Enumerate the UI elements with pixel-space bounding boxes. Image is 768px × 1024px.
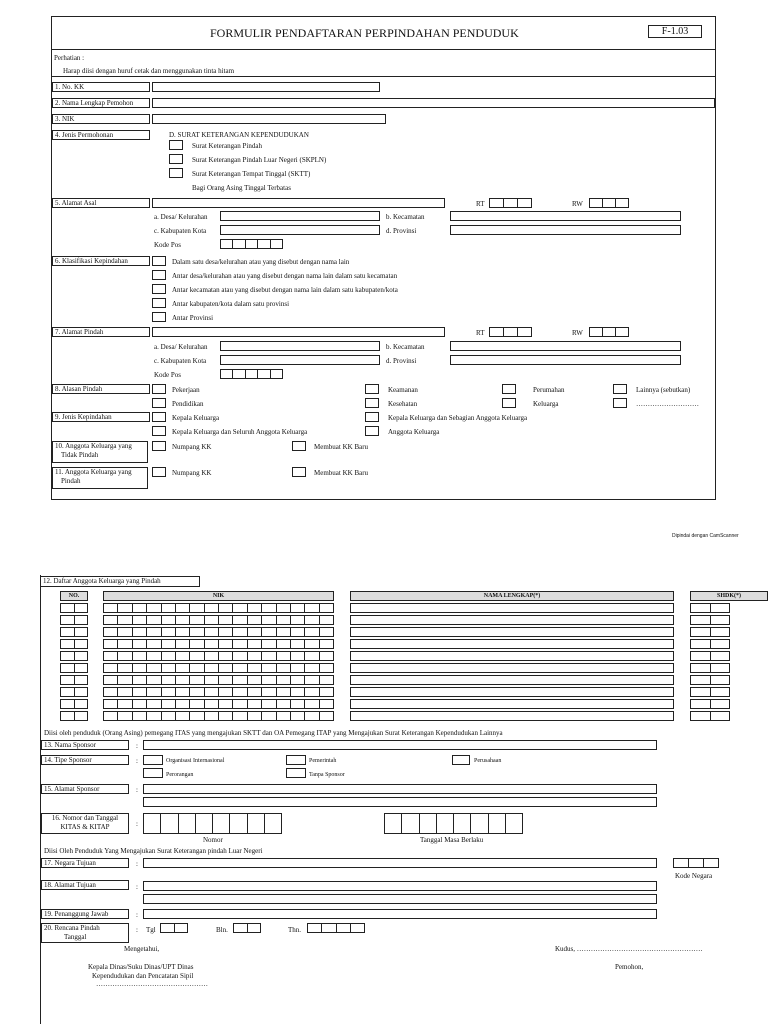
kecamatan-field[interactable] <box>450 341 681 351</box>
row-nama-field[interactable] <box>350 615 674 625</box>
kecamatan-label: b. Kecamatan <box>386 213 425 221</box>
kode-pos-label: Kode Pos <box>154 241 182 249</box>
kabupaten-field[interactable] <box>220 225 380 235</box>
colon: : <box>136 860 138 868</box>
kepindahan-option: Kepala Keluarga dan Seluruh Anggota Keluarga <box>172 428 308 436</box>
sponsor-checkbox[interactable] <box>143 768 163 778</box>
kode-pos-label: Kode Pos <box>154 371 182 379</box>
signature-dots: ………………………………………… <box>96 980 208 988</box>
instruction-text: Harap diisi dengan huruf cetak dan menggunakan tinta hitam <box>63 67 235 75</box>
colon: : <box>136 757 138 765</box>
kudus-date: Kudus, ……………………………………………… <box>555 945 703 953</box>
desa-label: a. Desa/ Kelurahan <box>154 343 208 351</box>
colon: : <box>136 926 138 934</box>
sponsor-checkbox[interactable] <box>286 768 306 778</box>
rt-cells[interactable] <box>489 327 532 337</box>
alamat-asal-label: 5. Alamat Asal <box>52 198 150 208</box>
alasan-checkbox[interactable] <box>152 384 166 394</box>
row-nama-field[interactable] <box>350 651 674 661</box>
tgl-cells[interactable] <box>160 923 188 933</box>
nama-sponsor-label: 13. Nama Sponsor <box>41 740 129 750</box>
row-nik-cells[interactable] <box>103 699 334 709</box>
alasan-option: Pendidikan <box>172 400 204 408</box>
tidak-pindah-label-line1: 10. Anggota Keluarga yang <box>55 442 132 450</box>
alasan-checkbox[interactable] <box>502 384 516 394</box>
kepindahan-checkbox[interactable] <box>365 426 379 436</box>
daftar-label: 12. Daftar Anggota Keluarga yang Pindah <box>40 576 200 587</box>
rw-label: RW <box>572 329 583 337</box>
rencana-label-line2: Tanggal <box>64 933 87 941</box>
kode-negara-label: Kode Negara <box>675 872 713 880</box>
kepala-line2: Kependudukan dan Pencatatan Sipil <box>92 972 194 980</box>
bln-label: Bln. <box>216 926 228 934</box>
desa-field[interactable] <box>220 211 380 221</box>
alasan-option: Keluarga <box>533 400 559 408</box>
bln-cells[interactable] <box>233 923 261 933</box>
form-code: F-1.03 <box>648 25 702 38</box>
thn-cells[interactable] <box>307 923 365 933</box>
alamat-pindah-field[interactable] <box>152 327 445 337</box>
nama-pemohon-label: 2. Nama Lengkap Pemohon <box>52 98 150 108</box>
kabupaten-field[interactable] <box>220 355 380 365</box>
kepala-line1: Kepala Dinas/Suku Dinas/UPT Dinas <box>88 963 194 971</box>
numpang-kk-label: Numpang KK <box>172 443 212 451</box>
perhatian-label: Perhatian : <box>54 54 85 62</box>
skk-option-checkbox[interactable] <box>169 140 183 150</box>
alamat-sponsor-field-2[interactable] <box>143 797 657 807</box>
row-nama-field[interactable] <box>350 663 674 673</box>
negara-tujuan-field[interactable] <box>143 858 657 868</box>
sponsor-checkbox[interactable] <box>286 755 306 765</box>
col-shdk-header: SHDK(*) <box>690 591 768 601</box>
ln-note: Diisi Oleh Penduduk Yang Mengajukan Surat Keterangan pindah Luar Negeri <box>44 847 263 855</box>
yang-pindah-baru-checkbox[interactable] <box>292 467 306 477</box>
row-nik-cells[interactable] <box>103 687 334 697</box>
alamat-tujuan-label: 18. Alamat Tujuan <box>41 880 129 890</box>
rt-cells[interactable] <box>489 198 532 208</box>
rw-cells[interactable] <box>589 327 629 337</box>
nik-label: 3. NIK <box>52 114 150 124</box>
klasifikasi-option: Antar Provinsi <box>172 314 214 322</box>
alamat-sponsor-label: 15. Alamat Sponsor <box>41 784 129 794</box>
kabupaten-label: c. Kabupaten Kota <box>154 357 207 365</box>
row-nama-field[interactable] <box>350 639 674 649</box>
sponsor-option: Tanpa Sponsor <box>309 772 345 778</box>
row-no-cells[interactable] <box>60 675 88 685</box>
kabupaten-label: c. Kabupaten Kota <box>154 227 207 235</box>
instruction-divider <box>51 76 716 77</box>
tidak-pindah-numpang-checkbox[interactable] <box>152 441 166 451</box>
alasan-checkbox[interactable] <box>502 398 516 408</box>
kode-pos-cells[interactable] <box>220 369 283 379</box>
tgl-berlaku-label: Tanggal Masa Berlaku <box>420 836 484 844</box>
skk-note: Bagi Orang Asing Tinggal Terbatas <box>192 184 291 192</box>
row-nik-cells[interactable] <box>103 603 334 613</box>
tgl-label: Tgl <box>146 926 156 934</box>
alamat-tujuan-field-2[interactable] <box>143 894 657 904</box>
alasan-pindah-label: 8. Alasan Pindah <box>52 384 150 394</box>
page1-form <box>51 16 716 500</box>
alamat-sponsor-field[interactable] <box>143 784 657 794</box>
row-shdk-cells[interactable] <box>690 603 730 613</box>
sponsor-option: Perorangan <box>166 772 194 778</box>
row-shdk-cells[interactable] <box>690 615 730 625</box>
mengetahui-label: Mengetahui, <box>124 945 160 953</box>
row-no-cells[interactable] <box>60 699 88 709</box>
membuat-kk-label: Membuat KK Baru <box>314 443 369 451</box>
klasifikasi-checkbox[interactable] <box>152 298 166 308</box>
kode-negara-cells[interactable] <box>673 858 719 868</box>
yang-pindah-label <box>52 467 148 489</box>
skk-option-label: Surat Keterangan Pindah <box>192 142 262 150</box>
alamat-tujuan-field[interactable] <box>143 881 657 891</box>
sponsor-checkbox[interactable] <box>143 755 163 765</box>
row-no-cells[interactable] <box>60 603 88 613</box>
row-shdk-cells[interactable] <box>690 711 730 721</box>
yang-pindah-numpang-checkbox[interactable] <box>152 467 166 477</box>
nama-sponsor-field[interactable] <box>143 740 657 750</box>
nomor-label: Nomor <box>203 836 223 844</box>
sponsor-option: Pemerintah <box>309 758 337 764</box>
sponsor-option: Perusahaan <box>474 758 502 764</box>
kepindahan-option: Kepala Keluarga <box>172 414 220 422</box>
rt-label: RT <box>476 329 485 337</box>
kepindahan-checkbox[interactable] <box>365 412 379 422</box>
row-nama-field[interactable] <box>350 603 674 613</box>
alasan-option: Pekerjaan <box>172 386 200 394</box>
tidak-pindah-label <box>52 441 148 463</box>
alasan-option: Lainnya (sebutkan) <box>636 386 691 394</box>
provinsi-field[interactable] <box>450 355 681 365</box>
alasan-checkbox[interactable] <box>365 398 379 408</box>
no-kk-field[interactable] <box>152 82 380 92</box>
jenis-permohonan-label: 4. Jenis Permohonan <box>52 130 150 140</box>
scanner-note: Dipindai dengan CamScanner <box>672 533 739 539</box>
row-shdk-cells[interactable] <box>690 651 730 661</box>
alasan-checkbox[interactable] <box>152 398 166 408</box>
sponsor-checkbox[interactable] <box>452 755 470 765</box>
row-nama-field[interactable] <box>350 711 674 721</box>
klasifikasi-option: Antar kabupaten/kota dalam satu provinsi <box>172 300 290 308</box>
kitas-label-line1: 16. Nomor dan Tanggal <box>51 814 119 822</box>
nik-field[interactable] <box>152 114 386 124</box>
klasifikasi-checkbox[interactable] <box>152 270 166 280</box>
kecamatan-label: b. Kecamatan <box>386 343 425 351</box>
rt-label: RT <box>476 200 485 208</box>
kode-pos-cells[interactable] <box>220 239 283 249</box>
alasan-checkbox[interactable] <box>365 384 379 394</box>
yang-pindah-label-line2: Pindah <box>61 477 81 485</box>
skk-option-checkbox[interactable] <box>169 168 183 178</box>
colon: : <box>136 786 138 794</box>
klasifikasi-option: Dalam satu desa/kelurahan atau yang disebut dengan nama lain <box>172 258 350 266</box>
desa-label: a. Desa/ Kelurahan <box>154 213 208 221</box>
negara-tujuan-label: 17. Negara Tujuan <box>41 858 129 868</box>
row-shdk-cells[interactable] <box>690 675 730 685</box>
form-title: FORMULIR PENDAFTARAN PERPINDAHAN PENDUDUK <box>210 26 519 40</box>
alasan-option: Kesehatan <box>388 400 418 408</box>
kitas-label <box>41 813 129 834</box>
numpang-kk-label: Numpang KK <box>172 469 212 477</box>
sponsor-option: Organisasi Internasional <box>166 758 225 764</box>
row-nama-field[interactable] <box>350 699 674 709</box>
row-nik-cells[interactable] <box>103 615 334 625</box>
kitas-label-line2: KITAS & KITAP <box>60 823 110 831</box>
row-no-cells[interactable] <box>60 615 88 625</box>
row-nama-field[interactable] <box>350 675 674 685</box>
row-no-cells[interactable] <box>60 639 88 649</box>
colon: : <box>136 742 138 750</box>
alasan-option: Keamanan <box>388 386 418 394</box>
jenis-kepindahan-label: 9. Jenis Kepindahan <box>52 412 150 422</box>
itas-note: Diisi oleh penduduk (Orang Asing) pemegang ITAS yang mengajukan SKTT dan OA Pemegang ITAP yang Mengajukan Surat Keterangan Kependudukan Lainnya <box>44 729 503 737</box>
row-nik-cells[interactable] <box>103 639 334 649</box>
klasifikasi-checkbox[interactable] <box>152 312 166 322</box>
row-no-cells[interactable] <box>60 687 88 697</box>
row-no-cells[interactable] <box>60 627 88 637</box>
row-no-cells[interactable] <box>60 651 88 661</box>
desa-field[interactable] <box>220 341 380 351</box>
klasifikasi-checkbox[interactable] <box>152 256 166 266</box>
tipe-sponsor-label: 14. Tipe Sponsor <box>41 755 129 765</box>
klasifikasi-checkbox[interactable] <box>152 284 166 294</box>
title-divider <box>51 49 716 50</box>
row-nik-cells[interactable] <box>103 663 334 673</box>
penanggung-field[interactable] <box>143 909 657 919</box>
kepindahan-checkbox[interactable] <box>152 412 166 422</box>
membuat-kk-label: Membuat KK Baru <box>314 469 369 477</box>
colon: : <box>136 820 138 828</box>
skk-option-label: Surat Keterangan Pindah Luar Negeri (SKPLN) <box>192 156 327 164</box>
nama-pemohon-field[interactable] <box>152 98 715 108</box>
col-nik-header: NIK <box>103 591 334 601</box>
rencana-label-line1: 20. Rencana Pindah <box>44 924 100 932</box>
kitas-tanggal-cells[interactable] <box>384 813 523 834</box>
alasan-option: Perumahan <box>533 386 565 394</box>
alasan-checkbox[interactable] <box>613 398 627 408</box>
penanggung-label: 19. Penanggung Jawab <box>41 909 129 919</box>
kecamatan-field[interactable] <box>450 211 681 221</box>
row-nik-cells[interactable] <box>103 711 334 721</box>
kitas-nomor-cells[interactable] <box>143 813 282 834</box>
tidak-pindah-label-line2: Tidak Pindah <box>61 451 99 459</box>
colon: : <box>136 883 138 891</box>
kepindahan-checkbox[interactable] <box>152 426 166 436</box>
row-no-cells[interactable] <box>60 711 88 721</box>
row-no-cells[interactable] <box>60 663 88 673</box>
tidak-pindah-baru-checkbox[interactable] <box>292 441 306 451</box>
row-nik-cells[interactable] <box>103 675 334 685</box>
alasan-dots: ……………………… <box>636 400 699 408</box>
thn-label: Thn. <box>288 926 302 934</box>
klasifikasi-label: 6. Klasifikasi Kepindahan <box>52 256 150 266</box>
row-shdk-cells[interactable] <box>690 639 730 649</box>
provinsi-label: d. Provinsi <box>386 357 417 365</box>
alasan-checkbox[interactable] <box>613 384 627 394</box>
skk-title: D. SURAT KETERANGAN KEPENDUDUKAN <box>169 131 309 139</box>
yang-pindah-label-line1: 11. Anggota Keluarga yang <box>55 468 132 476</box>
alamat-pindah-label: 7. Alamat Pindah <box>52 327 150 337</box>
provinsi-label: d. Provinsi <box>386 227 417 235</box>
klasifikasi-option: Antar kecamatan atau yang disebut dengan nama lain dalam satu kabupaten/kota <box>172 286 398 294</box>
pemohon-label: Pemohon, <box>615 963 644 971</box>
row-nama-field[interactable] <box>350 627 674 637</box>
row-shdk-cells[interactable] <box>690 663 730 673</box>
alamat-asal-field[interactable] <box>152 198 445 208</box>
kepindahan-option: Anggota Keluarga <box>388 428 440 436</box>
provinsi-field[interactable] <box>450 225 681 235</box>
row-nik-cells[interactable] <box>103 627 334 637</box>
klasifikasi-option: Antar desa/kelurahan atau yang disebut dengan nama lain dalam satu kecamatan <box>172 272 398 280</box>
rencana-label <box>41 923 129 943</box>
skk-option-checkbox[interactable] <box>169 154 183 164</box>
colon: : <box>136 911 138 919</box>
row-nama-field[interactable] <box>350 687 674 697</box>
rw-cells[interactable] <box>589 198 629 208</box>
row-shdk-cells[interactable] <box>690 627 730 637</box>
row-shdk-cells[interactable] <box>690 699 730 709</box>
no-kk-label: 1. No. KK <box>52 82 150 92</box>
kepindahan-option: Kepala Keluarga dan Sebagian Anggota Keluarga <box>388 414 528 422</box>
skk-option-label: Surat Keterangan Tempat Tinggal (SKTT) <box>192 170 311 178</box>
rw-label: RW <box>572 200 583 208</box>
col-nama-header: NAMA LENGKAP(*) <box>350 591 674 601</box>
row-shdk-cells[interactable] <box>690 687 730 697</box>
col-no-header: NO. <box>60 591 88 601</box>
row-nik-cells[interactable] <box>103 651 334 661</box>
